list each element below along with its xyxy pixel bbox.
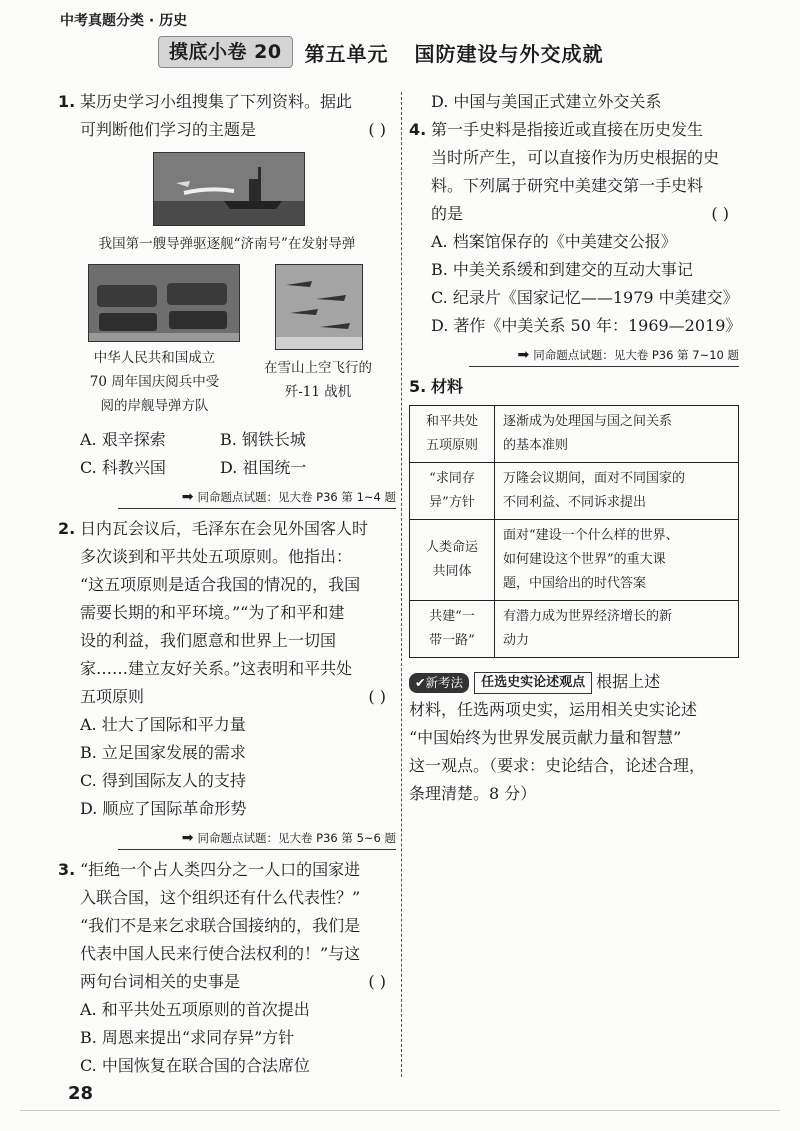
answer-blank: ( ) <box>711 204 729 223</box>
reference-note: ➡ 同命题点试题：见大卷 P36 第 5~6 题 <box>118 827 396 850</box>
page-edge <box>20 1110 780 1111</box>
arrow-right-icon: ➡ <box>517 347 530 363</box>
option-a: A. 艰辛探索 <box>80 430 166 449</box>
option-d: D. 著作《中美关系 50 年：1969—2019》 <box>431 316 742 335</box>
destroyer-missile-icon <box>154 153 304 225</box>
option-c: C. 纪录片《国家记忆——1979 中美建交》 <box>431 288 739 307</box>
page-number: 28 <box>68 1083 94 1104</box>
question-number: 5. <box>409 377 427 396</box>
photo-caption: 我国第一艘导弹驱逐舰“济南号”在发射导弹 <box>98 236 356 252</box>
table-row: “求同存 异”方针 万隆会议期间，面对不同国家的 不同利益、不同诉求提出 <box>410 463 739 520</box>
question-number: 4. <box>409 120 427 139</box>
table-row: 人类命运 共同体 面对“建设一个什么样的世界、 如何建设这个世界”的重大课 题，中国给出的时代答案 <box>410 520 739 601</box>
question-number: 1. <box>58 92 76 111</box>
photo-caption: 歼-11 战机 <box>284 384 352 400</box>
option-b: B. 立足国家发展的需求 <box>80 743 246 762</box>
destroyer-photo <box>153 152 305 226</box>
answer-blank: ( ) <box>368 687 386 706</box>
question-number: 3. <box>58 860 76 879</box>
photo-caption: 70 周年国庆阅兵中受 <box>89 374 220 390</box>
photo-caption: 在雪山上空飞行的 <box>264 360 372 376</box>
missile-truck-icon <box>89 265 239 341</box>
answer-blank: ( ) <box>368 120 386 139</box>
arrow-right-icon: ➡ <box>181 489 194 505</box>
option-b: B. 周恩来提出“求同存异”方针 <box>80 1028 295 1047</box>
table-row: 和平共处 五项原则 逐渐成为处理国与国之间关系 的基本准则 <box>410 406 739 463</box>
new-method-tag: ✔新考法 <box>409 673 469 693</box>
question-3: 3. “拒绝一个占人类四分之一人口的国家进 入联合国，这个组织还有什么代表性？” “我们不是来乞求联合国接纳的，我们是 代表中国人民来行使合法权利的！”与这 两句台词相关的史事是 ( ) A. 和平共处五项原则的首次提出 B. 周恩来提出“求同存异”方针 C. 中国恢复在联合国的合法席位 <box>58 856 396 1080</box>
reference-note: ➡ 同命题点试题：见大卷 P36 第 1~4 题 <box>118 486 396 509</box>
question-1: 1. 某历史学习小组搜集了下列资料。据此 可判断他们学习的主题是 ( ) 我国第一艘导弹驱逐舰“济南号”在发射导弹 中华人民共和国成立 70 周年国庆阅兵中受 阅的岸舰导弹方队 在雪山上空飞行的 歼-11 战机 A. 艰辛探索 B. 钢铁长城 C. 科教兴国 D. 祖国统一 ➡ 同命题点试题：见大卷 P36 第 1~4 题 <box>58 88 396 509</box>
question-number: 2. <box>58 519 76 538</box>
task-type-tag: 任选史实论述观点 <box>474 672 592 694</box>
material-table <box>409 405 739 658</box>
option-b: B. 钢铁长城 <box>220 430 306 449</box>
question-2: 2. 日内瓦会议后，毛泽东在会见外国客人时 多次谈到和平共处五项原则。他指出： “这五项原则是适合我国的情况的，我国 需要长期的和平环境。”“为了和平和建 设的利益，我们愿意和世界上一切国 家……建立友好关系。”这表明和平共处 五项原则 ( ) A. 壮大了国际和平力量 B. 立足国家发展的需求 C. 得到国际友人的支持 D. 顺应了国际革命形势 ➡ 同命题点试题：见大卷 P36 第 5~6 题 <box>58 515 396 850</box>
option-c: C. 中国恢复在联合国的合法席位 <box>80 1056 310 1075</box>
paper-title <box>158 35 604 69</box>
option-d: D. 中国与美国正式建立外交关系 <box>431 92 662 111</box>
fighter-jet-icon <box>276 265 362 349</box>
option-c: C. 科教兴国 <box>80 458 166 477</box>
paper-title-box: 摸底小卷 20 <box>158 36 293 68</box>
option-a: A. 档案馆保存的《中美建交公报》 <box>431 232 677 251</box>
option-a: A. 和平共处五项原则的首次提出 <box>80 1000 310 1019</box>
photo-caption: 中华人民共和国成立 <box>93 350 216 366</box>
column-divider <box>401 92 402 1077</box>
option-b: B. 中美关系缓和到建交的互动大事记 <box>431 260 693 279</box>
material-heading: 材料 <box>431 377 464 396</box>
right-column <box>409 88 742 808</box>
option-a: A. 壮大了国际和平力量 <box>80 715 246 734</box>
table-row: 共建“一 带一路” 有潜力成为世界经济增长的新 动力 <box>410 601 739 658</box>
option-d: D. 祖国统一 <box>220 458 307 477</box>
photo-caption: 阅的岸舰导弹方队 <box>100 398 209 414</box>
reference-note: ➡ 同命题点试题：见大卷 P36 第 7~10 题 <box>469 344 739 367</box>
missile-parade-photo <box>88 264 240 342</box>
option-c: C. 得到国际友人的支持 <box>80 771 246 790</box>
fighter-jets-photo <box>275 264 363 350</box>
question-4: 4. 第一手史料是指接近或直接在历史发生 当时所产生，可以直接作为历史根据的史 料。下列属于研究中美建交第一手史料 的是 ( ) A. 档案馆保存的《中美建交公报》 B. 中美关系缓和到建交的互动大事记 C. 纪录片《国家记忆——1979 中美建交》 D. 著作《中美关系 50 年：1969—2019》 ➡ 同命题点试题：见大卷 P36 第 7~10 题 <box>409 116 739 367</box>
header-label: 中考真题分类 · 历史 <box>60 13 188 29</box>
question-5: 5. 材料 和平共处 五项原则 逐渐成为处理国与国之间关系 的基本准则 “求同存 异”方针 万隆会议期间，面对不同国家的 不同利益、不同诉求提出 人类命运 共同体 面对“建设一个什么样的世界、 如何建设这个世界”的重大课 题，中国给出的时代答案 共建“一 带一路” 有潜力成为世界经济增长的新 动力 ✔新考法 任选史实论述观点 根据上述 材料，任选两项史实，运用相关史实论述 “中国始终为世界发展贡献力量和智慧” 这一观点。（要求：史论结合，论述合理， 条理清楚。8 分） <box>409 373 739 808</box>
option-d: D. 顺应了国际革命形势 <box>80 799 247 818</box>
arrow-right-icon: ➡ <box>181 830 194 846</box>
check-icon: ✔ <box>415 674 426 690</box>
paper-title-unit: 第五单元 国防建设与外交成就 <box>304 41 604 66</box>
answer-blank: ( ) <box>368 972 386 991</box>
left-column <box>58 88 396 1080</box>
